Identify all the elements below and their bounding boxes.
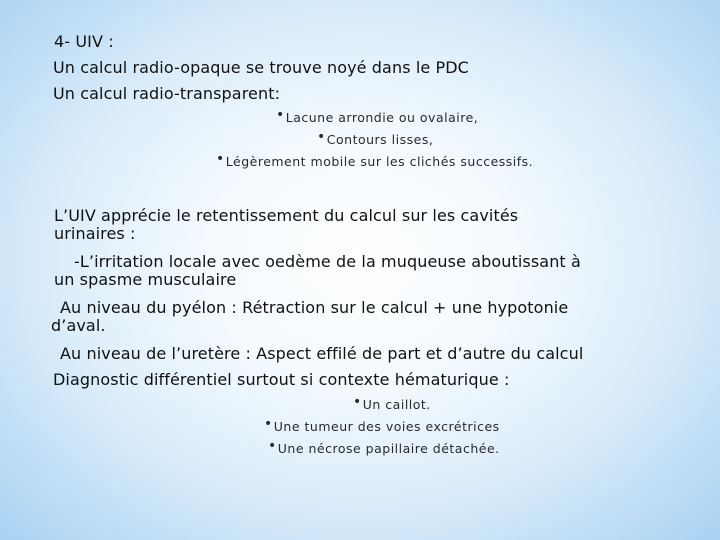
bullet-icon: •	[317, 129, 326, 145]
uretere-line: Au niveau de l’uretère : Aspect effilé de part et d’autre du calcul	[60, 344, 584, 363]
bullet-item	[353, 394, 431, 413]
bullet-item	[268, 438, 500, 457]
bullet-text: Lacune arrondie ou ovalaire,	[285, 110, 479, 125]
bullet-text: Contours lisses,	[326, 132, 434, 147]
section-title: 4- UIV :	[54, 32, 114, 51]
radio-transparent-line: Un calcul radio-transparent:	[53, 84, 281, 103]
bullet-icon: •	[353, 394, 362, 410]
bullet-item	[317, 129, 434, 148]
bullet-text: Une tumeur des voies excrétrices	[273, 419, 500, 434]
bullet-icon: •	[264, 416, 273, 432]
irritation-line-1: -L’irritation locale avec oedème de la muqueuse aboutissant à	[74, 252, 581, 271]
diagnostic-line: Diagnostic différentiel surtout si contexte hématurique :	[53, 370, 510, 389]
pyelon-line-2: d’aval.	[51, 316, 106, 335]
bullet-text: Une nécrose papillaire détachée.	[277, 441, 500, 456]
bullet-item	[216, 151, 534, 170]
bullet-item	[276, 107, 479, 126]
uiv-line-2: urinaires :	[54, 224, 136, 243]
uiv-line-1: L’UIV apprécie le retentissement du calcul sur les cavités	[54, 206, 519, 225]
radio-opaque-line: Un calcul radio-opaque se trouve noyé dans le PDC	[53, 58, 469, 77]
bullet-icon: •	[216, 151, 225, 167]
irritation-line-2: un spasme musculaire	[54, 270, 237, 289]
pyelon-line-1: Au niveau du pyélon : Rétraction sur le calcul + une hypotonie	[60, 298, 569, 317]
bullet-icon: •	[268, 438, 277, 454]
bullet-icon: •	[276, 107, 285, 123]
bullet-item	[264, 416, 500, 435]
bullet-text: Légèrement mobile sur les clichés successifs.	[225, 154, 534, 169]
bullet-text: Un caillot.	[362, 397, 431, 412]
